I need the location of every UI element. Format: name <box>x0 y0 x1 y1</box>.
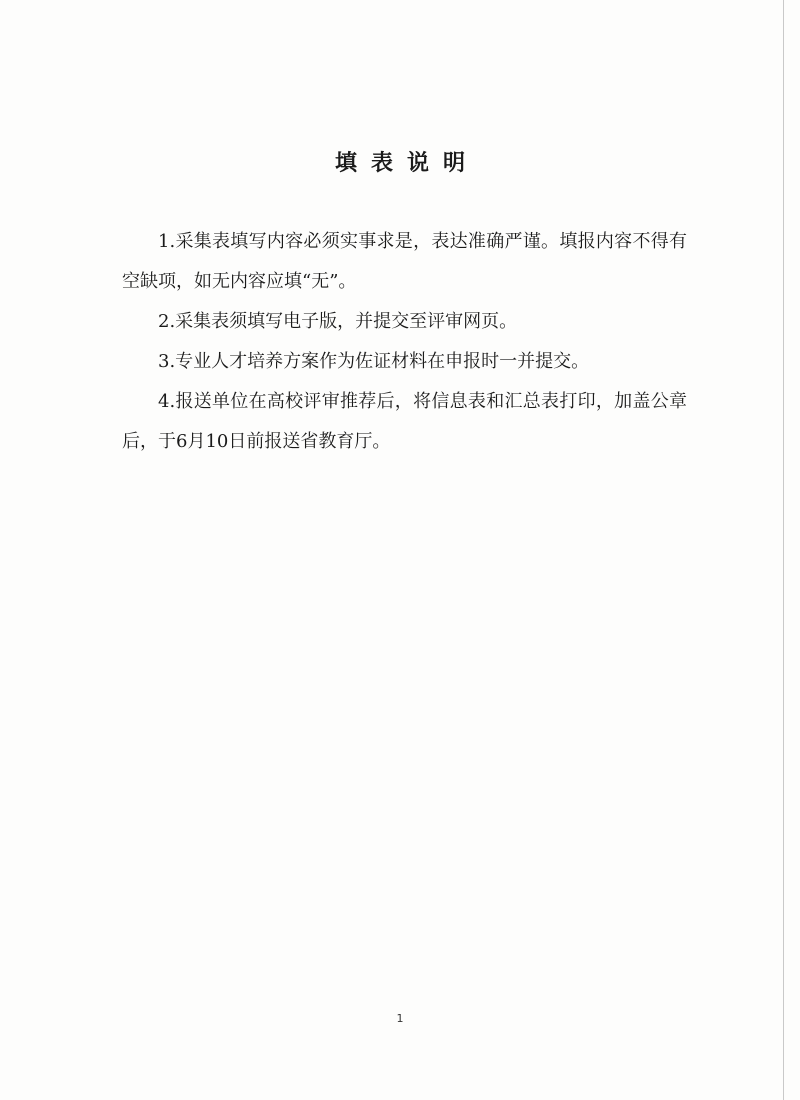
instruction-paragraph-2: 2.采集表须填写电子版，并提交至评审网页。 <box>158 311 518 332</box>
instructions-body <box>122 222 687 462</box>
instruction-paragraph-4: 4.报送单位在高校评审推荐后，将信息表和汇总表打印，加盖公章后，于6月10日前报送省教育厅。 <box>122 391 687 452</box>
instruction-paragraph-1: 1.采集表填写内容必须实事求是，表达准确严谨。填报内容不得有空缺项，如无内容应填“无”。 <box>122 231 687 292</box>
page-title: 填表说明 <box>334 150 479 176</box>
instruction-paragraph-3: 3.专业人才培养方案作为佐证材料在申报时一并提交。 <box>158 351 590 372</box>
page-number: 1 <box>396 1012 404 1025</box>
